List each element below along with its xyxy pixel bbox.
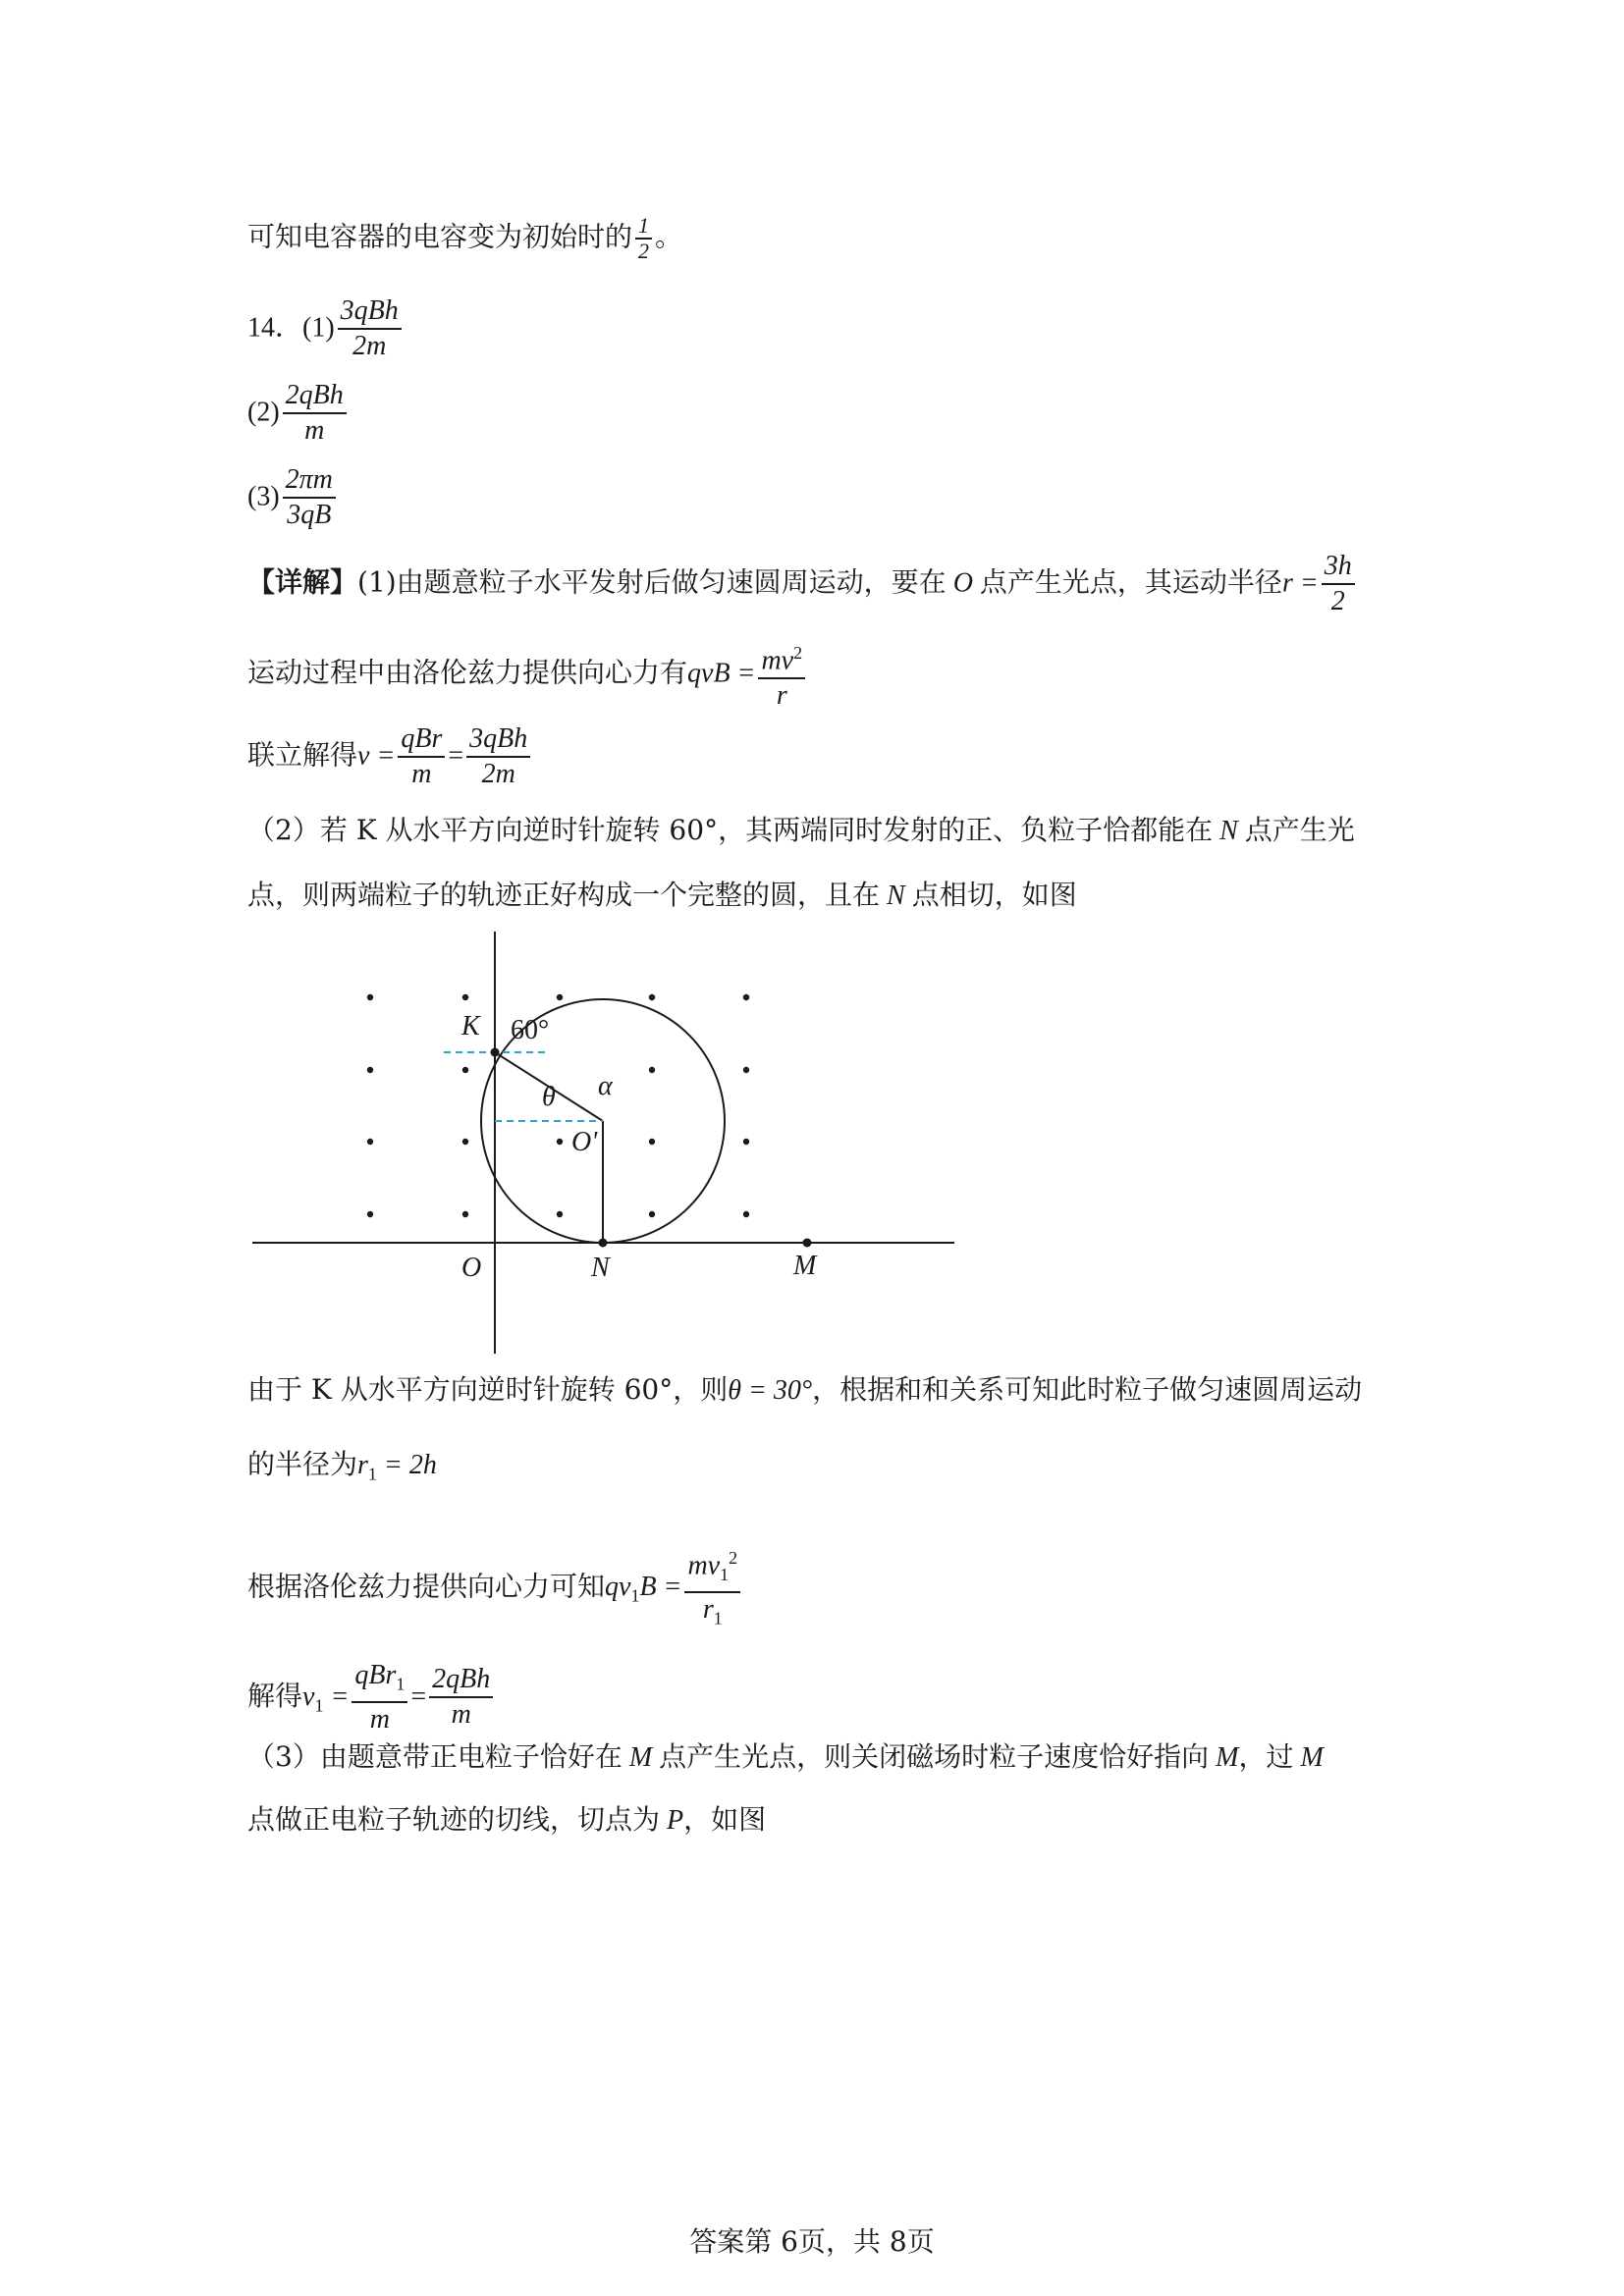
- detail-line-2: 运动过程中由洛伦兹力提供向心力有qvB = $\frac{mv^2}{r}$: [247, 636, 808, 713]
- label-n: N: [591, 1253, 610, 1283]
- detail-tag: 【详解】: [247, 565, 358, 599]
- part3-line-1: （3）由题意带正电粒子恰好在 M 点产生光点，则关闭磁场时粒子速度恰好指向 M，过 M: [247, 1740, 1324, 1773]
- label-alpha: α: [598, 1071, 613, 1101]
- answer-14-2-fraction: $\frac{\text{2qBh}}{m}$: [283, 379, 347, 448]
- field-dots: [367, 994, 749, 1217]
- part3-line-2: 点做正电粒子轨迹的切线，切点为 P，如图: [247, 1803, 767, 1836]
- label-k: K: [461, 1011, 480, 1041]
- part2-line-3: 由于 K 从水平方向逆时针旋转 60°，则θ = 30°，根据和和关系可知此时粒子做匀速圆周运动: [247, 1373, 1363, 1406]
- page-footer: 答案第 6页，共 8页: [689, 2225, 935, 2258]
- fraction-one-half: $\frac{1}{2}$: [635, 214, 652, 263]
- answer-14-2: (2) $\frac{\text{2qBh}}{m}$: [247, 379, 350, 448]
- part2-line-2: 点，则两端粒子的轨迹正好构成一个完整的圆，且在 N 点相切，如图: [247, 879, 1077, 911]
- point-k: [491, 1048, 500, 1057]
- velocity-fraction-3: $\frac{qBr_1}{m}$: [352, 1659, 407, 1736]
- velocity-fraction-1: $\frac{\text{qBr}}{m}$: [398, 722, 445, 791]
- intro-line: 可知电容器的电容变为初始时的 $\frac{1}{2}$ 。: [247, 213, 683, 263]
- label-60-degree: 60°: [511, 1015, 550, 1045]
- part2-line-4: 的半径为$r_1 = 2h$: [247, 1448, 437, 1484]
- answer-14-1: 14．(1) $\frac{\text{3qBh}}{2m}$: [247, 294, 405, 363]
- intro-text: 可知电容器的电容变为初始时的: [247, 220, 633, 253]
- part2-line-5: 根据洛伦兹力提供向心力可知$qv_1B$ = $\frac{mv_1^2}{r_1}$: [247, 1541, 743, 1635]
- radius-fraction: $\frac{3h}{2}$: [1322, 550, 1355, 618]
- label-m: M: [793, 1251, 817, 1281]
- detail-line-1: 【详解】(1)由题意粒子水平发射后做匀速圆周运动，要在 O 点产生光点，其运动半径r = $\frac{3h}{2}$: [247, 550, 1358, 618]
- centripetal-fraction: $\frac{mv^2}{r}$: [758, 636, 805, 713]
- answer-14-1-fraction: $\frac{\text{3qBh}}{2m}$: [338, 294, 402, 363]
- part2-line-6: 解得$v_1$ = $\frac{qBr_1}{m}$ = $\frac{\text{2qBh}}{m}$: [247, 1659, 496, 1736]
- point-n: [599, 1239, 608, 1248]
- detail-line-3: 联立解得v = $\frac{\text{qBr}}{m}$ = $\frac{\text{3qBh}}{2m}$: [247, 722, 533, 791]
- velocity-fraction-4: $\frac{\text{2qBh}}{m}$: [429, 1663, 493, 1732]
- point-m: [803, 1239, 812, 1248]
- velocity-fraction-2: $\frac{\text{3qBh}}{2m}$: [466, 722, 530, 791]
- answer-14-3: (3) $\frac{2\pi m}{3qB}$: [247, 463, 339, 532]
- answer-14-3-fraction: $\frac{2\pi m}{3qB}$: [283, 463, 336, 532]
- label-theta: θ: [542, 1082, 556, 1112]
- part2-line-1: （2）若 K 从水平方向逆时针旋转 60°，其两端同时发射的正、负粒子恰都能在 N 点产生光: [247, 814, 1355, 846]
- centripetal-fraction-2: $\frac{mv_1^2}{r_1}$: [684, 1541, 740, 1635]
- magnetic-field-diagram: [247, 927, 964, 1359]
- label-o: O: [461, 1253, 482, 1283]
- label-o-prime: O': [571, 1127, 598, 1157]
